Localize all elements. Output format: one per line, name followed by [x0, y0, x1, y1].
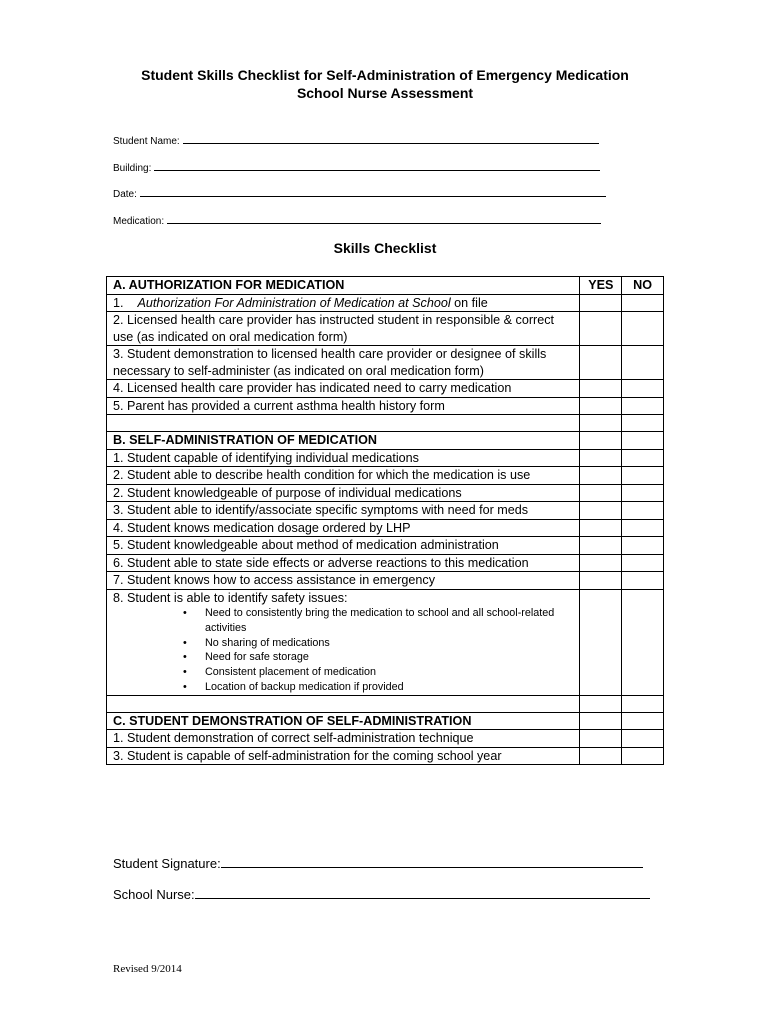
no-checkbox-cell[interactable]	[622, 537, 664, 555]
student-name-line[interactable]	[183, 134, 599, 144]
no-checkbox-cell[interactable]	[622, 397, 664, 415]
no-checkbox-cell[interactable]	[622, 730, 664, 748]
safety-issues-list	[113, 606, 573, 695]
medication-label: Medication:	[113, 216, 165, 227]
empty-cell	[622, 415, 664, 432]
yes-checkbox-cell[interactable]	[580, 449, 622, 467]
yes-checkbox-cell[interactable]	[580, 484, 622, 502]
section-b-item-3: 3. Student able to identify/associate specific symptoms with need for meds	[107, 502, 580, 520]
no-checkbox-cell[interactable]	[622, 502, 664, 520]
building-field[interactable]	[113, 161, 600, 175]
page-title: Student Skills Checklist for Self-Administration of Emergency Medication	[141, 67, 629, 83]
yes-checkbox-cell[interactable]	[580, 294, 622, 312]
empty-cell	[107, 415, 580, 432]
yes-checkbox-cell[interactable]	[580, 572, 622, 590]
section-a-item-3: 3. Student demonstration to licensed health care provider or designee of skills necessary to self-administer (as indicated on oral medication form)	[107, 346, 580, 380]
bullet-icon: •	[183, 607, 187, 619]
table-row	[107, 312, 664, 346]
table-row	[107, 467, 664, 485]
revision-note: Revised 9/2014	[113, 963, 182, 975]
student-name-field[interactable]	[113, 134, 599, 148]
section-b-item-1: 1. Student capable of identifying individual medications	[107, 449, 580, 467]
list-item-text: No sharing of medications	[205, 636, 330, 649]
empty-cell	[622, 695, 664, 712]
yes-checkbox-cell[interactable]	[580, 747, 622, 765]
page-subtitle: School Nurse Assessment	[296, 85, 474, 101]
section-a-heading: A. AUTHORIZATION FOR MEDICATION	[107, 277, 580, 295]
empty-cell	[622, 432, 664, 450]
section-c-item-1: 1. Student demonstration of correct self-administration technique	[107, 730, 580, 748]
no-checkbox-cell[interactable]	[622, 554, 664, 572]
no-checkbox-cell[interactable]	[622, 519, 664, 537]
list-item	[183, 680, 573, 695]
school-nurse-signature-line[interactable]	[195, 886, 650, 899]
section-b-item-6: 6. Student able to state side effects or adverse reactions to this medication	[107, 554, 580, 572]
no-checkbox-cell[interactable]	[622, 346, 664, 380]
date-line[interactable]	[140, 187, 606, 197]
student-signature-field[interactable]	[113, 855, 643, 871]
section-b-header-row	[107, 432, 664, 450]
no-checkbox-cell[interactable]	[622, 484, 664, 502]
date-field[interactable]	[113, 187, 606, 201]
yes-checkbox-cell[interactable]	[580, 397, 622, 415]
no-checkbox-cell[interactable]	[622, 467, 664, 485]
section-a-item-1	[107, 294, 580, 312]
yes-checkbox-cell[interactable]	[580, 730, 622, 748]
skills-checklist-table	[106, 276, 664, 765]
yes-column-header: YES	[580, 277, 622, 295]
table-row	[107, 294, 664, 312]
no-column-header: NO	[622, 277, 664, 295]
list-item	[183, 606, 573, 636]
table-row	[107, 397, 664, 415]
section-a-item-5: 5. Parent has provided a current asthma health history form	[107, 397, 580, 415]
no-checkbox-cell[interactable]	[622, 294, 664, 312]
yes-checkbox-cell[interactable]	[580, 312, 622, 346]
item-number: 1.	[113, 295, 124, 310]
table-row	[107, 449, 664, 467]
empty-cell	[580, 712, 622, 730]
list-item	[183, 650, 573, 665]
no-checkbox-cell[interactable]	[622, 747, 664, 765]
no-checkbox-cell[interactable]	[622, 572, 664, 590]
table-row	[107, 519, 664, 537]
section-c-heading: C. STUDENT DEMONSTRATION OF SELF-ADMINISTRATION	[107, 712, 580, 730]
table-row	[107, 747, 664, 765]
table-row	[107, 502, 664, 520]
table-row	[107, 484, 664, 502]
section-b-item-2: 2. Student able to describe health condition for which the medication is use	[107, 467, 580, 485]
student-name-label: Student Name:	[113, 136, 180, 147]
table-row	[107, 589, 664, 695]
medication-field[interactable]	[113, 214, 601, 228]
student-signature-label: Student Signature:	[113, 856, 221, 871]
list-item-text: Need to consistently bring the medication to school and all school-related activities	[205, 607, 555, 634]
bullet-icon: •	[183, 680, 187, 693]
form-title: Authorization For Administration of Medication at School	[137, 295, 451, 310]
section-b-item-4: 4. Student knows medication dosage ordered by LHP	[107, 519, 580, 537]
school-nurse-label: School Nurse:	[113, 887, 195, 902]
table-row	[107, 380, 664, 398]
date-label: Date:	[113, 189, 137, 200]
section-b-heading: B. SELF-ADMINISTRATION OF MEDICATION	[107, 432, 580, 450]
school-nurse-field[interactable]	[113, 886, 650, 902]
bullet-icon: •	[183, 666, 187, 679]
spacer-row	[107, 695, 664, 712]
list-item	[183, 636, 573, 651]
yes-checkbox-cell[interactable]	[580, 346, 622, 380]
yes-checkbox-cell[interactable]	[580, 554, 622, 572]
yes-checkbox-cell[interactable]	[580, 502, 622, 520]
list-item-text: Location of backup medication if provided	[205, 680, 404, 693]
table-row	[107, 730, 664, 748]
item-text: on file	[450, 295, 488, 310]
safety-issues-label: 8. Student is able to identify safety issues:	[113, 590, 348, 605]
spacer-row	[107, 415, 664, 432]
no-checkbox-cell[interactable]	[622, 312, 664, 346]
medication-line[interactable]	[167, 214, 601, 224]
list-item	[183, 665, 573, 680]
empty-cell	[580, 415, 622, 432]
section-b-item-7: 7. Student knows how to access assistance in emergency	[107, 572, 580, 590]
table-row	[107, 537, 664, 555]
empty-cell	[580, 695, 622, 712]
yes-checkbox-cell[interactable]	[580, 589, 622, 695]
bullet-icon: •	[183, 651, 187, 664]
empty-cell	[622, 712, 664, 730]
section-b-item-2b: 2. Student knowledgeable of purpose of individual medications	[107, 484, 580, 502]
yes-checkbox-cell[interactable]	[580, 519, 622, 537]
section-b-item-8	[107, 589, 580, 695]
building-line[interactable]	[154, 161, 600, 171]
list-item-text: Consistent placement of medication	[205, 666, 377, 679]
no-checkbox-cell[interactable]	[622, 449, 664, 467]
section-a-item-2: 2. Licensed health care provider has instructed student in responsible & correct use (as indicated on oral medication form)	[107, 312, 580, 346]
bullet-icon: •	[183, 636, 187, 649]
section-a-header-row	[107, 277, 664, 295]
empty-cell	[107, 695, 580, 712]
no-checkbox-cell[interactable]	[622, 589, 664, 695]
section-c-item-3: 3. Student is capable of self-administration for the coming school year	[107, 747, 580, 765]
list-item-text: Need for safe storage	[205, 651, 309, 664]
section-a-item-4: 4. Licensed health care provider has indicated need to carry medication	[107, 380, 580, 398]
yes-checkbox-cell[interactable]	[580, 380, 622, 398]
yes-checkbox-cell[interactable]	[580, 537, 622, 555]
table-row	[107, 554, 664, 572]
student-signature-line[interactable]	[221, 855, 643, 868]
no-checkbox-cell[interactable]	[622, 380, 664, 398]
table-row	[107, 346, 664, 380]
section-b-item-5: 5. Student knowledgeable about method of medication administration	[107, 537, 580, 555]
table-row	[107, 572, 664, 590]
section-c-header-row	[107, 712, 664, 730]
skills-checklist-heading: Skills Checklist	[333, 240, 437, 256]
empty-cell	[580, 432, 622, 450]
yes-checkbox-cell[interactable]	[580, 467, 622, 485]
building-label: Building:	[113, 163, 152, 174]
